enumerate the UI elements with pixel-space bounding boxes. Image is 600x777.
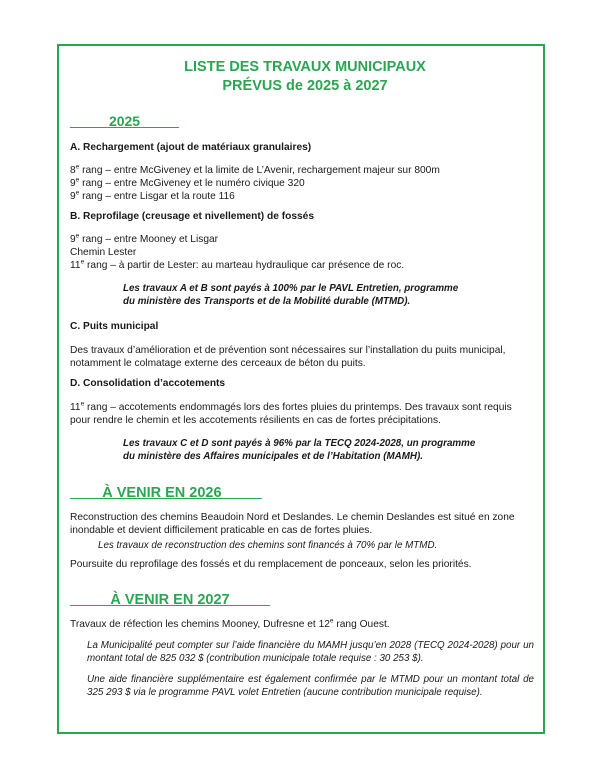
list-item: 9e rang – entre McGiveney et le numéro civique 320 [70, 176, 305, 189]
funding-note-2026: Les travaux de reconstruction des chemins sont financés à 70% par le MTMD. [98, 540, 438, 551]
title-line-2: PRÉVUS de 2025 à 2027 [222, 78, 388, 94]
funding-note-2027-mtmd: Une aide financière supplémentaire est également confirmée par le MTMD pour un montant total de 325 293 $ via le programme PAVL volet Entretien (aucune contribution municipale requise). [87, 674, 534, 698]
section-c-text: Des travaux d’amélioration et de prévention sont nécessaires sur l’installation du puits municipal, notamment le colmatage externe des cerceaux de béton du puits. [70, 345, 506, 369]
section-d-title: D. Consolidation d’accotements [70, 378, 226, 389]
section-d-text: 11e rang – accotements endommagés lors des fortes pluies du printemps. Des travaux sont requis pour rendre le chemin et les accotements résilients en cas de fortes précipitations. [70, 400, 512, 426]
year-2027-heading: _____À VENIR EN 2027_____ [70, 592, 270, 608]
document-content [70, 56, 540, 699]
list-item: Chemin Lester [70, 247, 137, 258]
year-2025-heading: _____2025_____ [70, 113, 180, 129]
funding-note-2027-mamh: La Municipalité peut compter sur l’aide financière du MAMH jusqu’en 2028 (TECQ 2024-2028) pour un montant total de 825 032 $ (contribution municipale totale requise : 30 253 $). [87, 640, 534, 664]
list-item: 8e rang – entre McGiveney et la limite de L’Avenir, rechargement majeur sur 800m [70, 163, 440, 176]
section-2026-text: Reconstruction des chemins Beaudoin Nord et Deslandes. Le chemin Deslandes est situé en zone inondable et devient difficilement praticable en cas de fortes pluies. Les travaux de reconstruction des chemins sont financés à 70% par le MTMD. Poursuite du reprofilage des fossés et du remplacement de ponceaux, selon les priorités. [70, 511, 540, 571]
funding-note-cd: Les travaux C et D sont payés à 96% par la TECQ 2024-2028, un programme du ministère des Affaires municipales et de l’Habitation (MAMH). [123, 438, 476, 462]
section-a-title: A. Rechargement (ajout de matériaux granulaires) [70, 142, 312, 153]
list-item: 9e rang – entre Mooney et Lisgar [70, 232, 219, 245]
year-2026-heading: ____À VENIR EN 2026_____ [70, 485, 262, 501]
list-item: 9e rang – entre Lisgar et la route 116 [70, 189, 235, 202]
section-b-title: B. Reprofilage (creusage et nivellement) de fossés [70, 211, 315, 222]
section-c-title: C. Puits municipal [70, 321, 159, 332]
list-item: 11e rang – à partir de Lester: au marteau hydraulique car présence de roc. [70, 258, 405, 271]
section-a-list [70, 164, 540, 203]
section-b-list [70, 233, 540, 272]
title-line-1: LISTE DES TRAVAUX MUNICIPAUX [184, 59, 426, 75]
funding-note-ab: Les travaux A et B sont payés à 100% par le PAVL Entretien, programme du ministère des Transports et de la Mobilité durable (MTMD). [123, 283, 459, 307]
section-2027-text: Travaux de réfection les chemins Mooney, Dufresne et 12e rang Ouest. [70, 617, 390, 630]
